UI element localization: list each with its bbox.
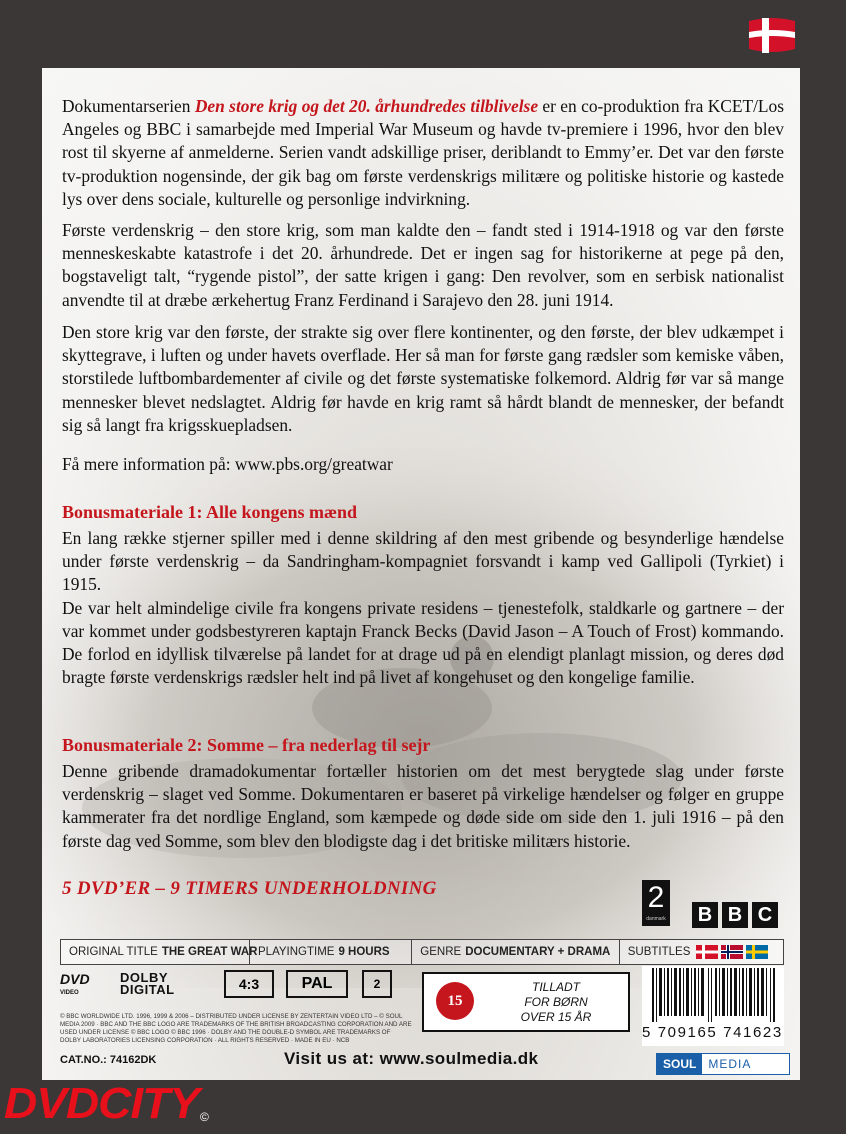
danish-flag-icon [696,945,718,959]
region-badge: 2 [362,970,392,998]
dolby-digital-logo: DOLBY DIGITAL [120,970,175,997]
copyright-fineprint: © BBC WORLDWIDE LTD. 1996, 1999 & 2006 – DISTRIBUTED UNDER LICENSE BY ZENTERTAIN VIDEO LTD – © SOUL MEDIA 2009 · BBC AND THE BBC LOGO ARE TRADEMARKS OF THE BRITISH BROADCASTING CORPORATION AND ARE USED UNDER LICENSE © BBC LOGO © BBC 1996 · DOLBY AND THE DOUBLE-D SYMBOL ARE TRADEMARKS OF DOLBY LABORATORIES LICENSING CORPORATION · ALL RIGHTS RESERVED · MADE IN EU · NCB [60,1013,412,1044]
subtitles-cell: SUBTITLES [620,940,783,964]
more-info-link[interactable]: Få mere information på: www.pbs.org/greatwar [62,454,393,474]
website-link[interactable]: Visit us at: www.soulmedia.dk [284,1049,539,1068]
soul-media-logo: SOUL MEDIA [656,1053,790,1075]
dvd-video-logo: DVD VIDEO [60,971,90,996]
series-title: Den store krig og det 20. århundredes tilblivelse [194,96,539,116]
pal-badge: PAL [286,970,348,998]
barcode-bars [652,968,776,1022]
dvdcity-watermark: DVDCITY [4,1078,199,1128]
aspect-ratio-badge: 4:3 [224,970,274,998]
tagline: 5 DVD’ER – 9 TIMERS UNDERHOLDNING [62,878,437,899]
bonus2-heading: Bonusmateriale 2: Somme – fra nederlag til sejr [62,735,431,755]
bonus1-text: En lang række stjerner spiller med i denne skildring af den mest gribende og besynderlige hændelse under første verdenskrig – da Sandringham-kompagniet forsvandt i kamp ved Gallipoli (Tyrkiet) i 1915. De var helt almindelige civile fra kongens private residens – tjenestefolk, staldkarle og gartnere – der var kommet under godsbestyreren kaptajn Franck Becks (David Jason – A Touch of Frost) kommando. De forlod en idyllisk tilværelse på landet for at drage ud på en elendigt planlagt mission, og deres død bragte første verdenskrigs rædsler helt ind på livet af kongehuset og den kongelige familie. [62,528,784,688]
age-rating-text: TILLADT FOR BØRN OVER 15 ÅR [520,980,592,1024]
catalog-number: CAT.NO.: 74162DK [60,1054,157,1066]
back-cover [42,68,800,1080]
genre-cell: GENRE DOCUMENTARY + DRAMA [412,940,619,964]
barcode-number: 5 709165 741623 [642,1024,783,1041]
playtime-cell: PLAYINGTIME 9 HOURS [250,940,412,964]
copyright-symbol: © [200,1110,209,1124]
bbc-logo: B B C [692,902,778,928]
original-title-cell: ORIGINAL TITLE THE GREAT WAR [61,940,250,964]
info-bar [60,939,784,965]
bonus1-heading: Bonusmateriale 1: Alle kongens mænd [62,502,358,522]
bonus2-text: Denne gribende dramadokumentar fortæller historien om det mest berygtede slag under første verdenskrig – slaget ved Somme. Dokumentaren er baseret på virkelige hændelser og følger en gruppe kammerater fra det nordlige England, som kæmpede og døde side om side den 1. juli 1916 – på den første dag ved Somme, som blev den blodigste dag i det britiske militærs historie. [62,761,784,851]
age-rating-box [422,972,630,1032]
norwegian-flag-icon [721,945,743,959]
age-rating-badge: 15 [436,982,474,1020]
history-paragraph: Første verdenskrig – den store krig, som man kaldte den – fandt sted i 1914-1918 og var den første menneskeskabte katastrofe i det 20. århundrede. Det er ingen sag for historikerne at pege på den, bogstaveligt talt, “rygende pistol”, der satte krigen i gang: Den revolver, som en serbisk nationalist anvendte til at dræbe ærkehertug Franz Ferdinand i Sarajevo den 28. juni 1914. [62,220,784,310]
swedish-flag-icon [746,945,768,959]
barcode [642,966,784,1046]
intro-paragraph: Dokumentarserien Den store krig og det 20. århundredes tilblivelse er en co-produktion fra KCET/Los Angeles og BBC i samarbejde med Imperial War Museum og havde tv-premiere i 1996, hvor den blev rost til skyerne af anmelderne. Serien vandt adskillige priser, deriblandt to Emmy’er. Det var den første tv-produktion nogensinde, der gik bag om første verdenskrigs militære og politiske historie og kastede lys over dens sociale, kulturelle og personlige indvirkning. [62,96,785,209]
danish-flag-icon [747,17,797,53]
tv2-logo: 2 danmark [642,880,670,926]
war-paragraph: Den store krig var den første, der strakte sig over flere kontinenter, og den første, der blev udkæmpet i skyttegrave, i luften og under havets overflade. Her så man for første gang rædsler som kemiske våben, storstilede luftbombardementer af civile og det første systematiske folkemord. Aldrig før var så mange mennesker blevet nedslagtet. Aldrig før havde en krig ramt så hårdt blandt de mennesker, der befandt sig så langt fra krigsskuepladsen. [62,322,784,435]
